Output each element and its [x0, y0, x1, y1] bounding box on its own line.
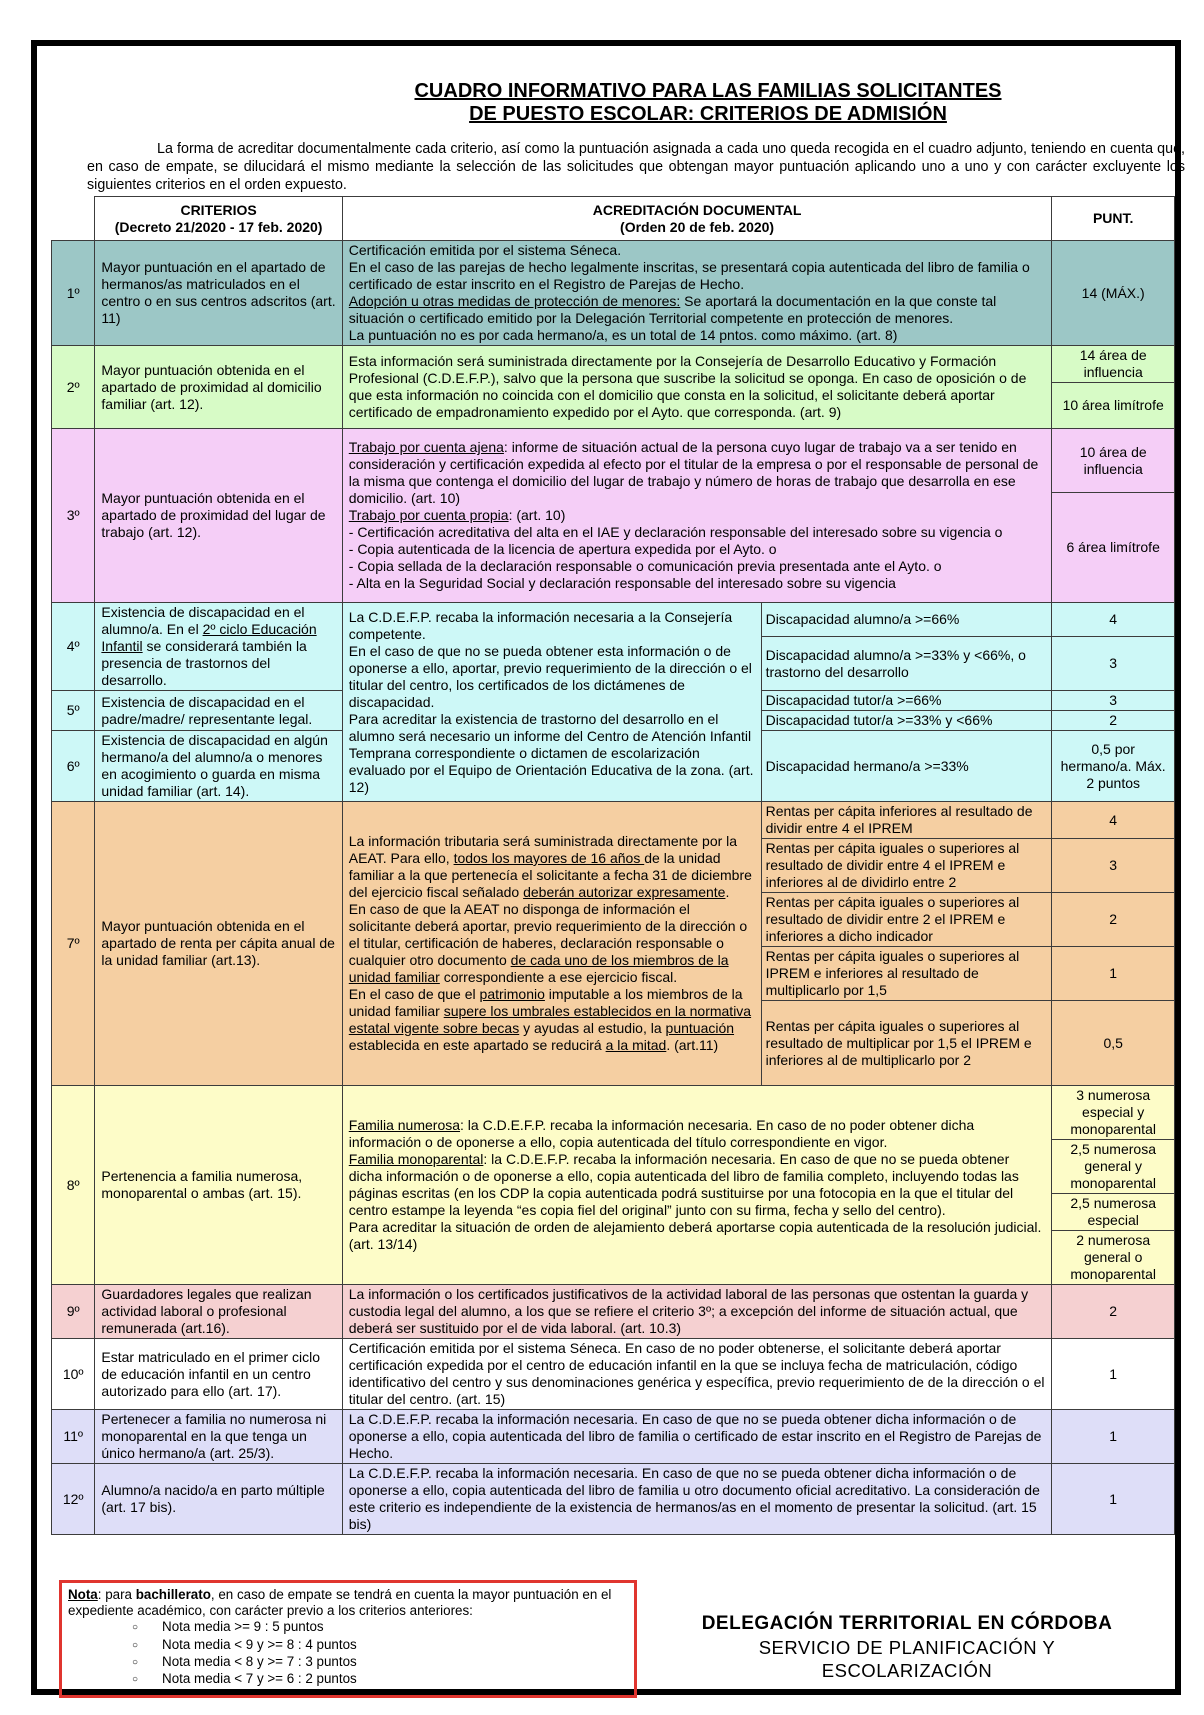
points: 2	[1052, 893, 1175, 947]
table-row-11	[52, 1410, 1175, 1464]
table-row-2	[52, 346, 1175, 383]
criterion-text: Estar matriculado en el primer ciclo de educación infantil en un centro autorizado para ello (art. 17).	[95, 1339, 342, 1410]
accreditation-text: La información tributaria será suministrada directamente por la AEAT. Para ello, todos los mayores de 16 años de la unidad familiar a la que pertenecía el solicitante a fecha 31 de diciembre del ejercicio fiscal señalado deberán autorizar expresamente. En caso de que la AEAT no disponga de información el solicitante deberá aportar, previo requerimiento de la dirección o el titular, certificación de haberes, declaración responsable o cualquier otro documento de cada uno de los miembros de la unidad familiar correspondiente a ese ejercicio fiscal. En el caso de que el patrimonio imputable a los miembros de la unidad familiar supere los umbrales establecidos en la normativa estatal vigente sobre becas y ayudas al estudio, la puntuación establecida en este apartado se reducirá a la mitad. (art.11)	[342, 802, 761, 1086]
criterion-number: 8º	[52, 1086, 95, 1285]
points: 1	[1052, 947, 1175, 1001]
subcriterion: Rentas per cápita inferiores al resultado de dividir entre 4 el IPREM	[761, 802, 1052, 839]
table-row-4	[52, 603, 1175, 637]
service-name-line2: ESCOLARIZACIÓN	[821, 1660, 993, 1681]
accreditation-text: Familia numerosa: la C.D.E.F.P. recaba la información necesaria. En caso de no poder obtener dicha información o de oponerse a ello, copia autenticada del título correspondiente en vigor. Familia monoparental: la C.D.E.F.P. recaba la información necesaria. En caso de que no se pueda obtener dicha información o de oponerse a ello, copia autenticada del libro de familia completo, incluyendo todas las páginas escritas (en los CDP la copia autenticada podrá sustituirse por una fotocopia en la que el titular del centro estampe la leyenda “es copia fiel del original” junto con su firma, fecha y sello del centro). Para acreditar la situación de orden de alejamiento deberá aportarse copia autenticada de la resolución judicial. (art. 13/14)	[342, 1086, 1052, 1285]
accreditation-text: Esta información será suministrada directamente por la Consejería de Desarrollo Educativo y Formación Profesional (C.D.E.F.P.), salvo que la persona que suscribe la solicitud se oponga. En caso de oposición o de que esta información no coincida con el domicilio que consta en la solicitud, el solicitante deberá aportar certificado de empadronamiento expedido por el Ayto. que corresponda. (art. 9)	[342, 346, 1052, 429]
subcriterion: Discapacidad alumno/a >=33% y <66%, o trastorno del desarrollo	[761, 637, 1052, 691]
service-name-line1: SERVICIO DE PLANIFICACIÓN Y	[758, 1637, 1056, 1658]
points: 6 área limítrofe	[1052, 493, 1175, 603]
subcriterion: Discapacidad tutor/a >=33% y <66%	[761, 711, 1052, 731]
points: 1	[1052, 1464, 1175, 1535]
points: 1	[1052, 1339, 1175, 1410]
subcriterion: Discapacidad alumno/a >=66%	[761, 603, 1052, 637]
points: 4	[1052, 802, 1175, 839]
criterion-number: 11º	[52, 1410, 95, 1464]
criterion-number: 4º	[52, 603, 95, 691]
criterion-text: Guardadores legales que realizan actividad laboral o profesional remunerada (art.16).	[95, 1285, 342, 1339]
header-punt: PUNT.	[1052, 197, 1175, 241]
points: 2 numerosa general o monoparental	[1052, 1231, 1175, 1285]
criterion-text: Existencia de discapacidad en el alumno/a. En el 2º ciclo Educación Infantil se considerará también la presencia de trastornos del desarrollo.	[95, 603, 342, 691]
note-list	[132, 1619, 628, 1688]
accreditation-text: Certificación emitida por el sistema Séneca. En el caso de las parejas de hecho legalmente inscritas, se presentará copia autenticada del libro de familia o certificado de estar inscrito en el Registro de Parejas de Hecho. Adopción u otras medidas de protección de menores: Se aportará la documentación en la que conste tal situación o certificado emitido por la Delegación Territorial competente en protección de menores. La puntuación no es por cada hermano/a, es un total de 14 pntos. como máximo. (art. 8)	[342, 241, 1052, 346]
points: 2,5 numerosa especial	[1052, 1194, 1175, 1231]
points: 3	[1052, 637, 1175, 691]
header-acreditacion: ACREDITACIÓN DOCUMENTAL (Orden 20 de feb. 2020)	[342, 197, 1052, 241]
list-item: ○ Nota media >= 9 : 5 puntos	[132, 1619, 628, 1636]
points: 2,5 numerosa general y monoparental	[1052, 1140, 1175, 1194]
criterion-number: 9º	[52, 1285, 95, 1339]
document-frame	[31, 40, 1185, 1695]
points: 2	[1052, 1285, 1175, 1339]
table-row-8	[52, 1086, 1175, 1140]
delegation-name: DELEGACIÓN TERRITORIAL EN CÓRDOBA	[701, 1613, 1113, 1634]
subcriterion: Rentas per cápita iguales o superiores al resultado de dividir entre 4 el IPREM e inferiores al de dividirlo entre 2	[761, 839, 1052, 893]
criterion-number: 10º	[52, 1339, 95, 1410]
table-row-10	[52, 1339, 1175, 1410]
criterion-text: Mayor puntuación obtenida en el apartado de proximidad al domicilio familiar (art. 12).	[95, 346, 342, 429]
subcriterion: Rentas per cápita iguales o superiores al resultado de multiplicar por 1,5 el IPREM e inferiores al de multiplicarlo por 2	[761, 1001, 1052, 1086]
criterion-number: 3º	[52, 429, 95, 603]
subcriterion: Rentas per cápita iguales o superiores al resultado de dividir entre 2 el IPREM e inferiores a dicho indicador	[761, 893, 1052, 947]
points: 14 área de influencia	[1052, 346, 1175, 383]
criterion-text: Existencia de discapacidad en algún hermano/a del alumno/a o menores en acogimiento o guarda en misma unidad familiar (art. 14).	[95, 731, 342, 802]
table-row-1	[52, 241, 1175, 346]
criterion-number: 7º	[52, 802, 95, 1086]
criterion-text: Alumno/a nacido/a en parto múltiple (art. 17 bis).	[95, 1464, 342, 1535]
table-row-7	[52, 802, 1175, 839]
subcriterion: Discapacidad hermano/a >=33%	[761, 731, 1052, 802]
criterion-text: Pertenecer a familia no numerosa ni monoparental en la que tenga un único hermano/a (art. 25/3).	[95, 1410, 342, 1464]
subcriterion: Rentas per cápita iguales o superiores al IPREM e inferiores al resultado de multiplicarlo por 1,5	[761, 947, 1052, 1001]
list-item: ○ Nota media < 9 y >= 8 : 4 puntos	[132, 1637, 628, 1654]
page-title: CUADRO INFORMATIVO PARA LAS FAMILIAS SOLICITANTES DE PUESTO ESCOLAR: CRITERIOS DE ADMISIÓN	[414, 80, 1002, 125]
accreditation-text: Certificación emitida por el sistema Séneca. En caso de no poder obtenerse, el solicitante deberá aportar certificación expedida por el centro de educación infantil en la que se incluya fecha de matriculación, código identificativo del centro y sus denominaciones genérica y específica, previo requerimiento de de la dirección o el titular del centro. (art. 15)	[342, 1339, 1052, 1410]
points: 3	[1052, 691, 1175, 711]
accreditation-text: La C.D.E.F.P. recaba la información necesaria. En caso de que no se pueda obtener dicha información o de oponerse a ello, copia autenticada del libro de familia u otro documento oficial acreditativo. La consideración de este criterio es independiente de la existencia de hermanos/as en el momento de presentar la solicitud. (art. 15 bis)	[342, 1464, 1052, 1535]
criteria-table	[51, 196, 1175, 1535]
criteria-table-wrapper	[51, 196, 1175, 1572]
accreditation-text: La C.D.E.F.P. recaba la información necesaria. En caso de que no se pueda obtener dicha información o de oponerse a ello, copia autenticada del libro de familia o certificado de estar inscrito en el Registro de Parejas de Hecho.	[342, 1410, 1052, 1464]
intro-paragraph: La forma de acreditar documentalmente cada criterio, así como la puntuación asignada a cada uno queda recogida en el cuadro adjunto, teniendo en cuenta que, en caso de empate, se dilucidará el mismo mediante la selección de las solicitudes que obtengan mayor puntuación aplicando uno a uno y con carácter excluyente los siguientes criterios en el orden expuesto.	[87, 141, 1185, 193]
table-row-9	[52, 1285, 1175, 1339]
points: 1	[1052, 1410, 1175, 1464]
table-row-3	[52, 429, 1175, 493]
points: 4	[1052, 603, 1175, 637]
points: 0,5	[1052, 1001, 1175, 1086]
note-text: Nota: para bachillerato, en caso de empate se tendrá en cuenta la mayor puntuación en el expediente académico, con carácter previo a los criterios anteriores:	[68, 1587, 612, 1619]
points: 3	[1052, 839, 1175, 893]
criterion-text: Mayor puntuación obtenida en el apartado de proximidad del lugar de trabajo (art. 12).	[95, 429, 342, 603]
points: 2	[1052, 711, 1175, 731]
criterion-number: 5º	[52, 691, 95, 731]
points: 14 (MÁX.)	[1052, 241, 1175, 346]
header-blank	[52, 197, 95, 241]
criterion-text: Existencia de discapacidad en el padre/madre/ representante legal.	[95, 691, 342, 731]
table-header-row	[52, 197, 1175, 241]
accreditation-text: La información o los certificados justificativos de la actividad laboral de las personas que ostentan la guarda y custodia legal del alumno, a los que se refiere el criterio 3º; a excepción del informe de situación actual, que deberá ser sustituido por el de vida laboral. (art. 10.3)	[342, 1285, 1052, 1339]
criterion-number: 12º	[52, 1464, 95, 1535]
points: 0,5 por hermano/a. Máx. 2 puntos	[1052, 731, 1175, 802]
list-item: ○ Nota media < 7 y >= 6 : 2 puntos	[132, 1671, 628, 1688]
criterion-text: Pertenencia a familia numerosa, monoparental o ambas (art. 15).	[95, 1086, 342, 1285]
criterion-number: 1º	[52, 241, 95, 346]
criterion-text: Mayor puntuación obtenida en el apartado de renta per cápita anual de la unidad familiar (art.13).	[95, 802, 342, 1086]
criterion-number: 6º	[52, 731, 95, 802]
accreditation-text: Trabajo por cuenta ajena: informe de situación actual de la persona cuyo lugar de trabajo va a ser tenido en consideración y certificación expedida al efecto por el titular de la empresa o por el responsable de personal de la misma que contenga el domicilio del lugar de trabajo y número de horas de trabajo que desarrolla en ese domicilio. (art. 10) Trabajo por cuenta propia: (art. 10) - Certificación acreditativa del alta en el IAE y declaración responsable del interesado sobre su vigencia o - Copia autenticada de la licencia de apertura expedida por el Ayto. o - Copia sellada de la declaración responsable o comunicación previa presentada ante el Ayto. o - Alta en la Seguridad Social y declaración responsable del interesado sobre su vigencia	[342, 429, 1052, 603]
points: 3 numerosa especial y monoparental	[1052, 1086, 1175, 1140]
accreditation-text: La C.D.E.F.P. recaba la información necesaria a la Consejería competente. En el caso de que no se pueda obtener esta información o de oponerse a ello, aportar, previo requerimiento de la dirección o el titular del centro, los certificados de los dictámenes de discapacidad. Para acreditar la existencia de trastorno del desarrollo en el alumno será necesario un informe del Centro de Atención Infantil Temprana correspondiente o dictamen de escolarización evaluado por el Equipo de Orientación Educativa de la zona. (art. 12)	[342, 603, 761, 802]
list-item: ○ Nota media < 8 y >= 7 : 3 puntos	[132, 1654, 628, 1671]
subcriterion: Discapacidad tutor/a >=66%	[761, 691, 1052, 711]
table-row-12	[52, 1464, 1175, 1535]
header-criterios: CRITERIOS (Decreto 21/2020 - 17 feb. 2020)	[95, 197, 342, 241]
points: 10 área de influencia	[1052, 429, 1175, 493]
criterion-text: Mayor puntuación en el apartado de hermanos/as matriculados en el centro o en sus centros adscritos (art. 11)	[95, 241, 342, 346]
bachillerato-note	[59, 1580, 637, 1698]
delegation-signature	[637, 1612, 1177, 1682]
points: 10 área limítrofe	[1052, 383, 1175, 429]
criterion-number: 2º	[52, 346, 95, 429]
